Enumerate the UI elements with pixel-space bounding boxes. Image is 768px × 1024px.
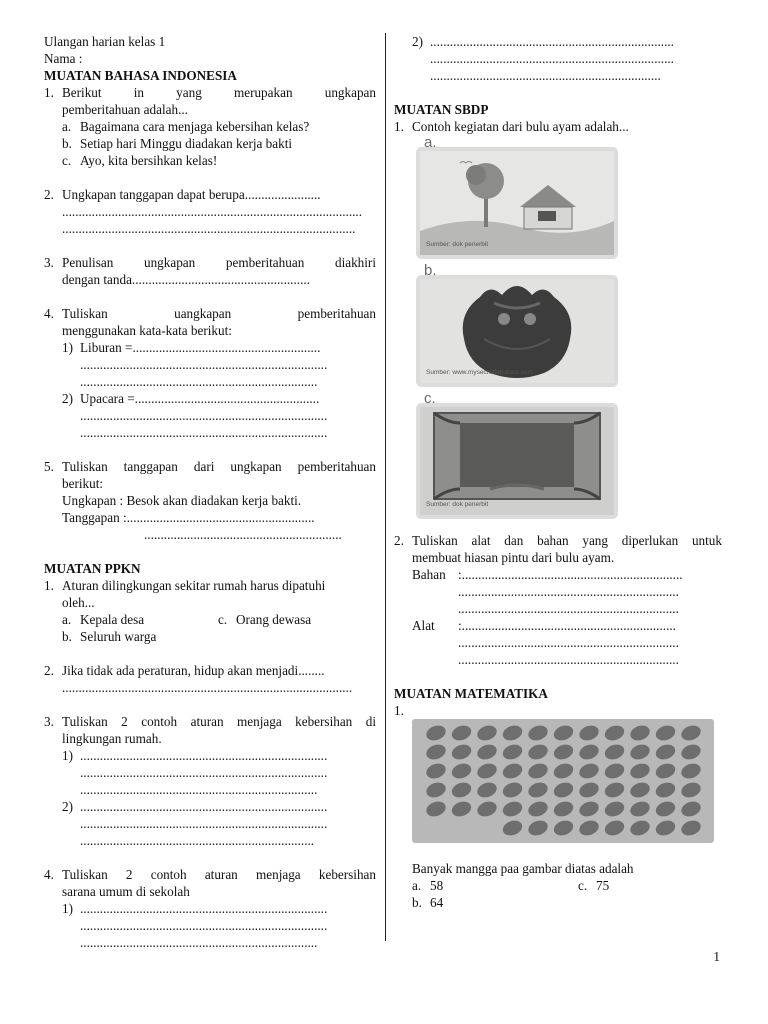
right-column (394, 33, 722, 911)
answer-line: ........................................................................ (80, 782, 318, 797)
mango-icon (654, 818, 678, 838)
mango-icon (577, 742, 601, 762)
section-sbdp: MUATAN SBDP (394, 102, 489, 117)
answer-line: ........................................................................... (80, 425, 328, 440)
mango-icon (450, 723, 474, 743)
picture-a-source: Sumber: dok penerbit (426, 241, 489, 248)
picture-b-source: Sumber: www.mysecretfabulous.com (426, 369, 533, 376)
option-c: c. Orang dewasa (218, 612, 312, 627)
picture-c-label: c. (424, 390, 436, 407)
mango-icon (475, 723, 499, 743)
mango-icon (603, 818, 627, 838)
bahan-field: Bahan :................................................................... (412, 567, 683, 582)
mango-icon (552, 761, 576, 781)
option-c: c. Ayo, kita bersihkan kelas! (62, 153, 218, 168)
option-c: c. 75 (578, 878, 610, 893)
mango-icon (603, 723, 627, 743)
picture-c-source: Sumber: dok penerbit (426, 501, 489, 508)
option-b: b. Setiap hari Minggu diadakan kerja bakti (62, 136, 293, 151)
option-b: b. 64 (412, 895, 444, 910)
answer-line: ....................................................................... (80, 833, 315, 848)
math-question-text: Banyak mangga paa gambar diatas adalah (412, 861, 634, 876)
mango-icon (450, 742, 474, 762)
question-bi-3: 3. Penulisan ungkapan pemberitahuan diakhiri dengan tanda...................................................... (44, 255, 376, 287)
item-upacara-cont: 2) .......................................................................... (412, 34, 674, 49)
mango-icon (424, 761, 448, 781)
picture-c-feather-frame (420, 407, 614, 515)
question-sbdp-1: 1. Contoh kegiatan dari bulu ayam adalah... (394, 119, 629, 134)
mango-icon (679, 780, 703, 800)
question-math-1: 1. (394, 703, 404, 718)
answer-line: ...................................................................... (430, 68, 661, 83)
mango-icon (552, 818, 576, 838)
mango-icon (450, 780, 474, 800)
mango-icon (654, 742, 678, 762)
mango-icon (501, 799, 525, 819)
answer-line: ........................................................................................... (62, 204, 363, 219)
mango-icon (603, 761, 627, 781)
option-a: a. Kepala desa (62, 612, 145, 627)
mango-grid-picture (412, 719, 714, 843)
mango-icon (501, 742, 525, 762)
mango-icon (679, 742, 703, 762)
mango-icon (679, 818, 703, 838)
answer-line: ................................................................... (458, 584, 679, 599)
answer-line: ........................................................................... (80, 408, 328, 423)
answer-line: ........................................................................... (80, 918, 328, 933)
mango-icon (526, 780, 550, 800)
mango-icon (526, 799, 550, 819)
mango-icon (475, 780, 499, 800)
answer-line: .......................................................................... (430, 51, 674, 66)
mango-icon (628, 723, 652, 743)
mango-icon (526, 742, 550, 762)
option-b: b. Seluruh warga (62, 629, 157, 644)
question-ppkn-1: 1. Aturan dilingkungan sekitar rumah harus dipatuhi oleh... (44, 578, 326, 610)
mango-icon (577, 818, 601, 838)
alat-field: Alat :................................................................. (412, 618, 676, 633)
mango-icon (654, 761, 678, 781)
mango-icon (424, 780, 448, 800)
answer-line: ........................................................................................ (62, 680, 353, 695)
mango-icon (424, 742, 448, 762)
question-sbdp-2: 2. Tuliskan alat dan bahan yang diperlukan untuk membuat hiasan pintu dari bulu ayam. (394, 533, 722, 565)
question-ppkn-3: 3. Tuliskan 2 contoh aturan menjaga kebersihan di lingkungan rumah. (44, 714, 376, 746)
mango-icon (679, 761, 703, 781)
mango-icon (526, 761, 550, 781)
picture-a-label: a. (424, 134, 437, 151)
item-liburan: 1) Liburan =......................................................... (62, 340, 321, 355)
mango-icon (577, 723, 601, 743)
answer-line: ........................................................................... (80, 765, 328, 780)
mango-icon (501, 818, 525, 838)
mango-icon (475, 761, 499, 781)
mango-icon (628, 818, 652, 838)
mango-icon (424, 723, 448, 743)
picture-a-feather-landscape (420, 151, 614, 255)
mango-icon (501, 780, 525, 800)
mango-icon (501, 761, 525, 781)
column-divider (385, 33, 386, 941)
answer-line: ........................................................................ (80, 935, 318, 950)
mango-icon (450, 799, 474, 819)
mango-icon (526, 818, 550, 838)
mango-icon (628, 780, 652, 800)
mango-grid-image (412, 719, 714, 843)
mango-icon (603, 780, 627, 800)
mango-icon (603, 799, 627, 819)
answer-line: ........................................................................... (80, 357, 328, 372)
mango-icon (501, 723, 525, 743)
question-bi-1: 1. Berikut in yang merupakan ungkapan pemberitahuan adalah... (44, 85, 376, 117)
mango-icon (552, 723, 576, 743)
question-ppkn-4: 4. Tuliskan 2 contoh aturan menjaga kebersihan sarana umum di sekolah (44, 867, 376, 899)
option-a: a. 58 (412, 878, 444, 893)
mango-icon (654, 780, 678, 800)
option-a: a. Bagaimana cara menjaga kebersihan kelas? (62, 119, 310, 134)
section-matematika: MUATAN MATEMATIKA (394, 686, 548, 701)
mango-icon (424, 799, 448, 819)
mango-icon (577, 780, 601, 800)
mango-icon (552, 742, 576, 762)
section-ppkn: MUATAN PPKN (44, 561, 141, 576)
mango-icon (552, 799, 576, 819)
answer-line: ................................................................... (458, 635, 679, 650)
name-field: Nama : (44, 51, 83, 66)
question-bi-5: 5. Tuliskan tanggapan dari ungkapan pemberitahuan berikut: Ungkapan : Besok akan diadakan kerja bakti. Tanggapan :......................................................... ............................................................ (44, 459, 376, 542)
mango-icon (628, 761, 652, 781)
answer-line: ................................................................... (458, 601, 679, 616)
question-ppkn-2: 2. Jika tidak ada peraturan, hidup akan menjadi........ (44, 663, 325, 678)
answer-line: ......................................................................................... (62, 221, 356, 236)
picture-b-label: b. (424, 262, 437, 279)
mango-icon (603, 742, 627, 762)
page-number: 1 (713, 949, 720, 964)
mango-icon (475, 742, 499, 762)
mango-icon (450, 761, 474, 781)
picture-b-feather-owl (420, 279, 614, 383)
mango-icon (628, 799, 652, 819)
mango-icon (628, 742, 652, 762)
question-bi-4: 4. Tuliskan uangkapan pemberitahuan menggunakan kata-kata berikut: (44, 306, 376, 338)
exam-title: Ulangan harian kelas 1 (44, 34, 166, 49)
mango-icon (526, 723, 550, 743)
mango-icon (679, 799, 703, 819)
mango-icon (577, 761, 601, 781)
mango-icon (679, 723, 703, 743)
mango-icon (577, 799, 601, 819)
item-upacara: 2) Upacara =........................................................ (62, 391, 320, 406)
left-column: Ulangan harian kelas 1 Nama : MUATAN BAHASA INDONESIA 1. Berikut in yang merupakan ungkapan pemberitahuan adalah... a. Bagaimana cara menjaga kebersihan kelas? b. Setiap hari Minggu diadakan kerja bakti c. Ayo, kita bersihkan kelas! 2. Ungkapan tanggapan dapat berupa....................... ........................................................................................... ......................................................................................... 3. Penulisan ungkapan pemberitahuan diakhiri dengan tanda...................................................... 4. Tuliskan uangkapan pemberitahuan menggunakan kata-kata berikut: 1) Liburan =......................................................... ........................................................................... ........................................................................ 2) Upacara =........................................................ ........................................................................... ........................................................................... 5. Tuliskan tanggapan dari ungkapan pemberitahuan berikut: Ungkapan : Besok akan diadakan kerja bakti. Tanggapan :......................................................... ............................................................ MUATAN PPKN 1. Aturan dilingkungan sekitar rumah harus dipatuhi oleh... a. Kepala desa c. Orang dewasa b. Seluruh warga 2. Jika tidak ada peraturan, hidup akan menjadi........ ........................................................................................ 3. Tuliskan 2 contoh aturan menjaga kebersihan di lingkungan rumah. 1) ........................................................................... ........................................................................... ........................................................................ 2) ........................................................................... ........................................................................... ....................................................................... 4. Tuliskan 2 contoh aturan menjaga kebersihan sarana umum di sekolah 1) ........................................................................... ........................................................................... ........................................................................ (44, 34, 376, 950)
section-bahasa-indonesia: MUATAN BAHASA INDONESIA (44, 68, 237, 83)
mango-icon (552, 780, 576, 800)
answer-line: ........................................................................... (80, 816, 328, 831)
answer-line: ................................................................... (458, 652, 679, 667)
answer-line: ........................................................................ (80, 374, 318, 389)
question-bi-2: 2. Ungkapan tanggapan dapat berupa....................... (44, 187, 321, 202)
mango-icon (654, 799, 678, 819)
mango-icon (475, 799, 499, 819)
mango-icon (654, 723, 678, 743)
